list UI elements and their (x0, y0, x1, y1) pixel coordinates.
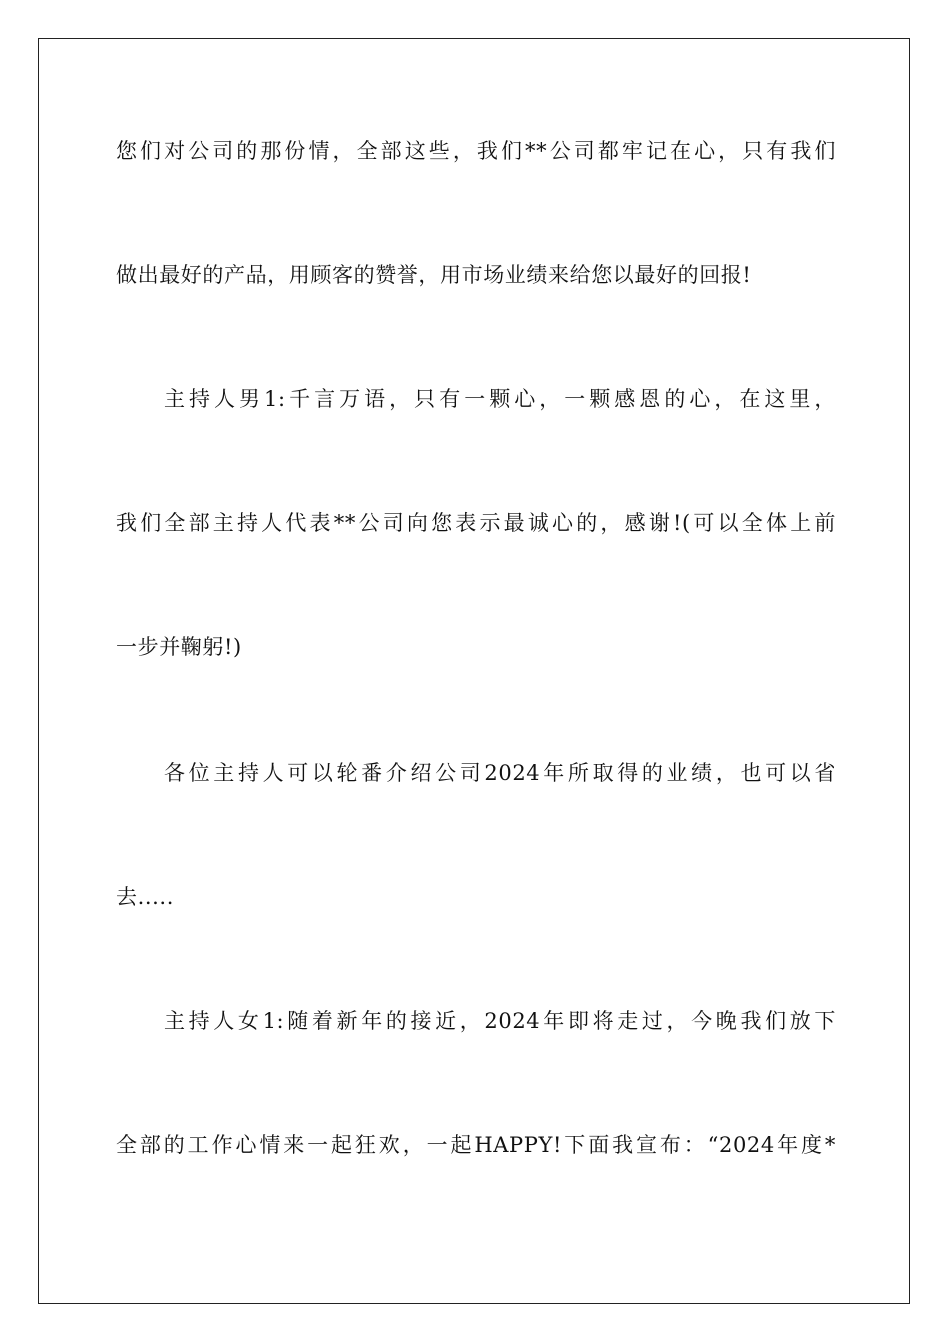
text-line: 全部的工作心情来一起狂欢，一起HAPPY!下面我宣布：“2024年度* (116, 1133, 836, 1157)
text-line: 各位主持人可以轮番介绍公司2024年所取得的业绩，也可以省 (164, 761, 836, 785)
text-line: 主持人男1:千言万语，只有一颗心，一颗感恩的心，在这里， (164, 387, 836, 411)
text-line: 我们全部主持人代表**公司向您表示最诚心的，感谢!(可以全体上前 (116, 511, 836, 535)
text-line: 做出最好的产品，用顾客的赞誉，用市场业绩来给您以最好的回报! (116, 263, 752, 287)
text-line: 主持人女1:随着新年的接近，2024年即将走过，今晚我们放下 (164, 1009, 836, 1033)
text-line: 您们对公司的那份情，全部这些，我们**公司都牢记在心，只有我们 (116, 139, 836, 163)
text-line: 一步并鞠躬!) (116, 635, 242, 659)
text-line: 去..... (116, 885, 174, 909)
page-frame (38, 38, 910, 1304)
